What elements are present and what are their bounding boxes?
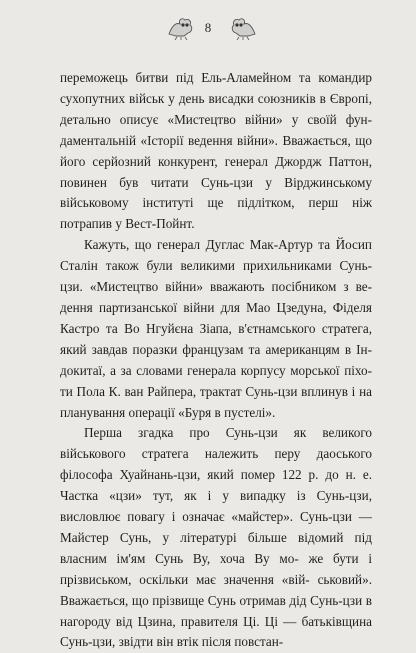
- page-number: 8: [204, 20, 212, 35]
- paragraph: [60, 235, 372, 423]
- page-header: [0, 14, 416, 44]
- text-line: батьківщина Сунь-цзи, звідти він втік після повстан-: [60, 613, 372, 650]
- text-line: який завдав поразки французам та американцям в Ін-: [60, 341, 372, 357]
- text-line: стратега належить перу даоського філософа Хуайнань-цзи, який помер 122 р. до н. е. Частка «цзи»: [60, 446, 372, 504]
- text-line: що його серйозний конкурент, генерал Джордж Паттон, повинен був читати Сунь-цзи у Вірджинському: [60, 132, 373, 190]
- text-line: ти Пола К. ван Райпера, трактат Сунь-цзи вплинув і на: [60, 383, 372, 399]
- text-line: сухопутних військ у день висадки союзників в Європі, детально описує «Мистецтво війни» у своїй фун-: [60, 90, 372, 127]
- text-line: більше відомий під власним ім'ям Сунь Ву, хоча Ву мо-: [60, 529, 372, 566]
- text-line: дення партизанської війни для Мао Цзедуна, Фіделя: [60, 299, 372, 315]
- text-line: ськовий». Вважається, що прізвище Сунь отримав дід: [60, 571, 372, 608]
- text-line: Сталін також були великими прихильниками Сунь-: [60, 258, 372, 274]
- text-line: даментальній «Історії ведення війни». Вважається,: [60, 132, 351, 148]
- paragraph: [60, 423, 372, 653]
- text-line: докитаї, а за словами генерала корпусу морської піхо-: [60, 362, 372, 378]
- text-line: військовому інституті ще підлітком, перш ніж потрапив у Вест-Пойнт.: [60, 195, 372, 232]
- text-line: планування операції «Буря в пустелі».: [60, 404, 276, 420]
- text-line: Перша згадка про Сунь-цзи як великого військового: [60, 425, 372, 462]
- text-line: переможець битви під Ель-Аламейном та командир: [60, 70, 372, 85]
- owl-ornament-icon: [166, 14, 196, 40]
- text-line: Кажуть, що генерал Дуглас Мак-Артур та Йосип: [84, 237, 372, 253]
- paragraph: [60, 68, 372, 235]
- text-line: же бути і прізвиськом, оскільки має значення «вій-: [60, 550, 373, 587]
- text-line: тут, як і у випадку із Сунь-цзи, висловлює повагу і означає «майстер». Сунь-цзи — Майстер Сунь, у літературі: [60, 488, 372, 545]
- text-line: цзи. «Мистецтво війни» вважають посібником з ве-: [60, 279, 372, 295]
- text-line: Сунь-цзи в нагороду від Цзина, правителя Ці. Ці —: [60, 592, 372, 629]
- body-text-block: [60, 68, 372, 653]
- owl-ornament-icon: [228, 14, 258, 40]
- text-line: Кастро та Во Нгуйєна Зіапа, в'єтнамського стратега,: [60, 320, 372, 336]
